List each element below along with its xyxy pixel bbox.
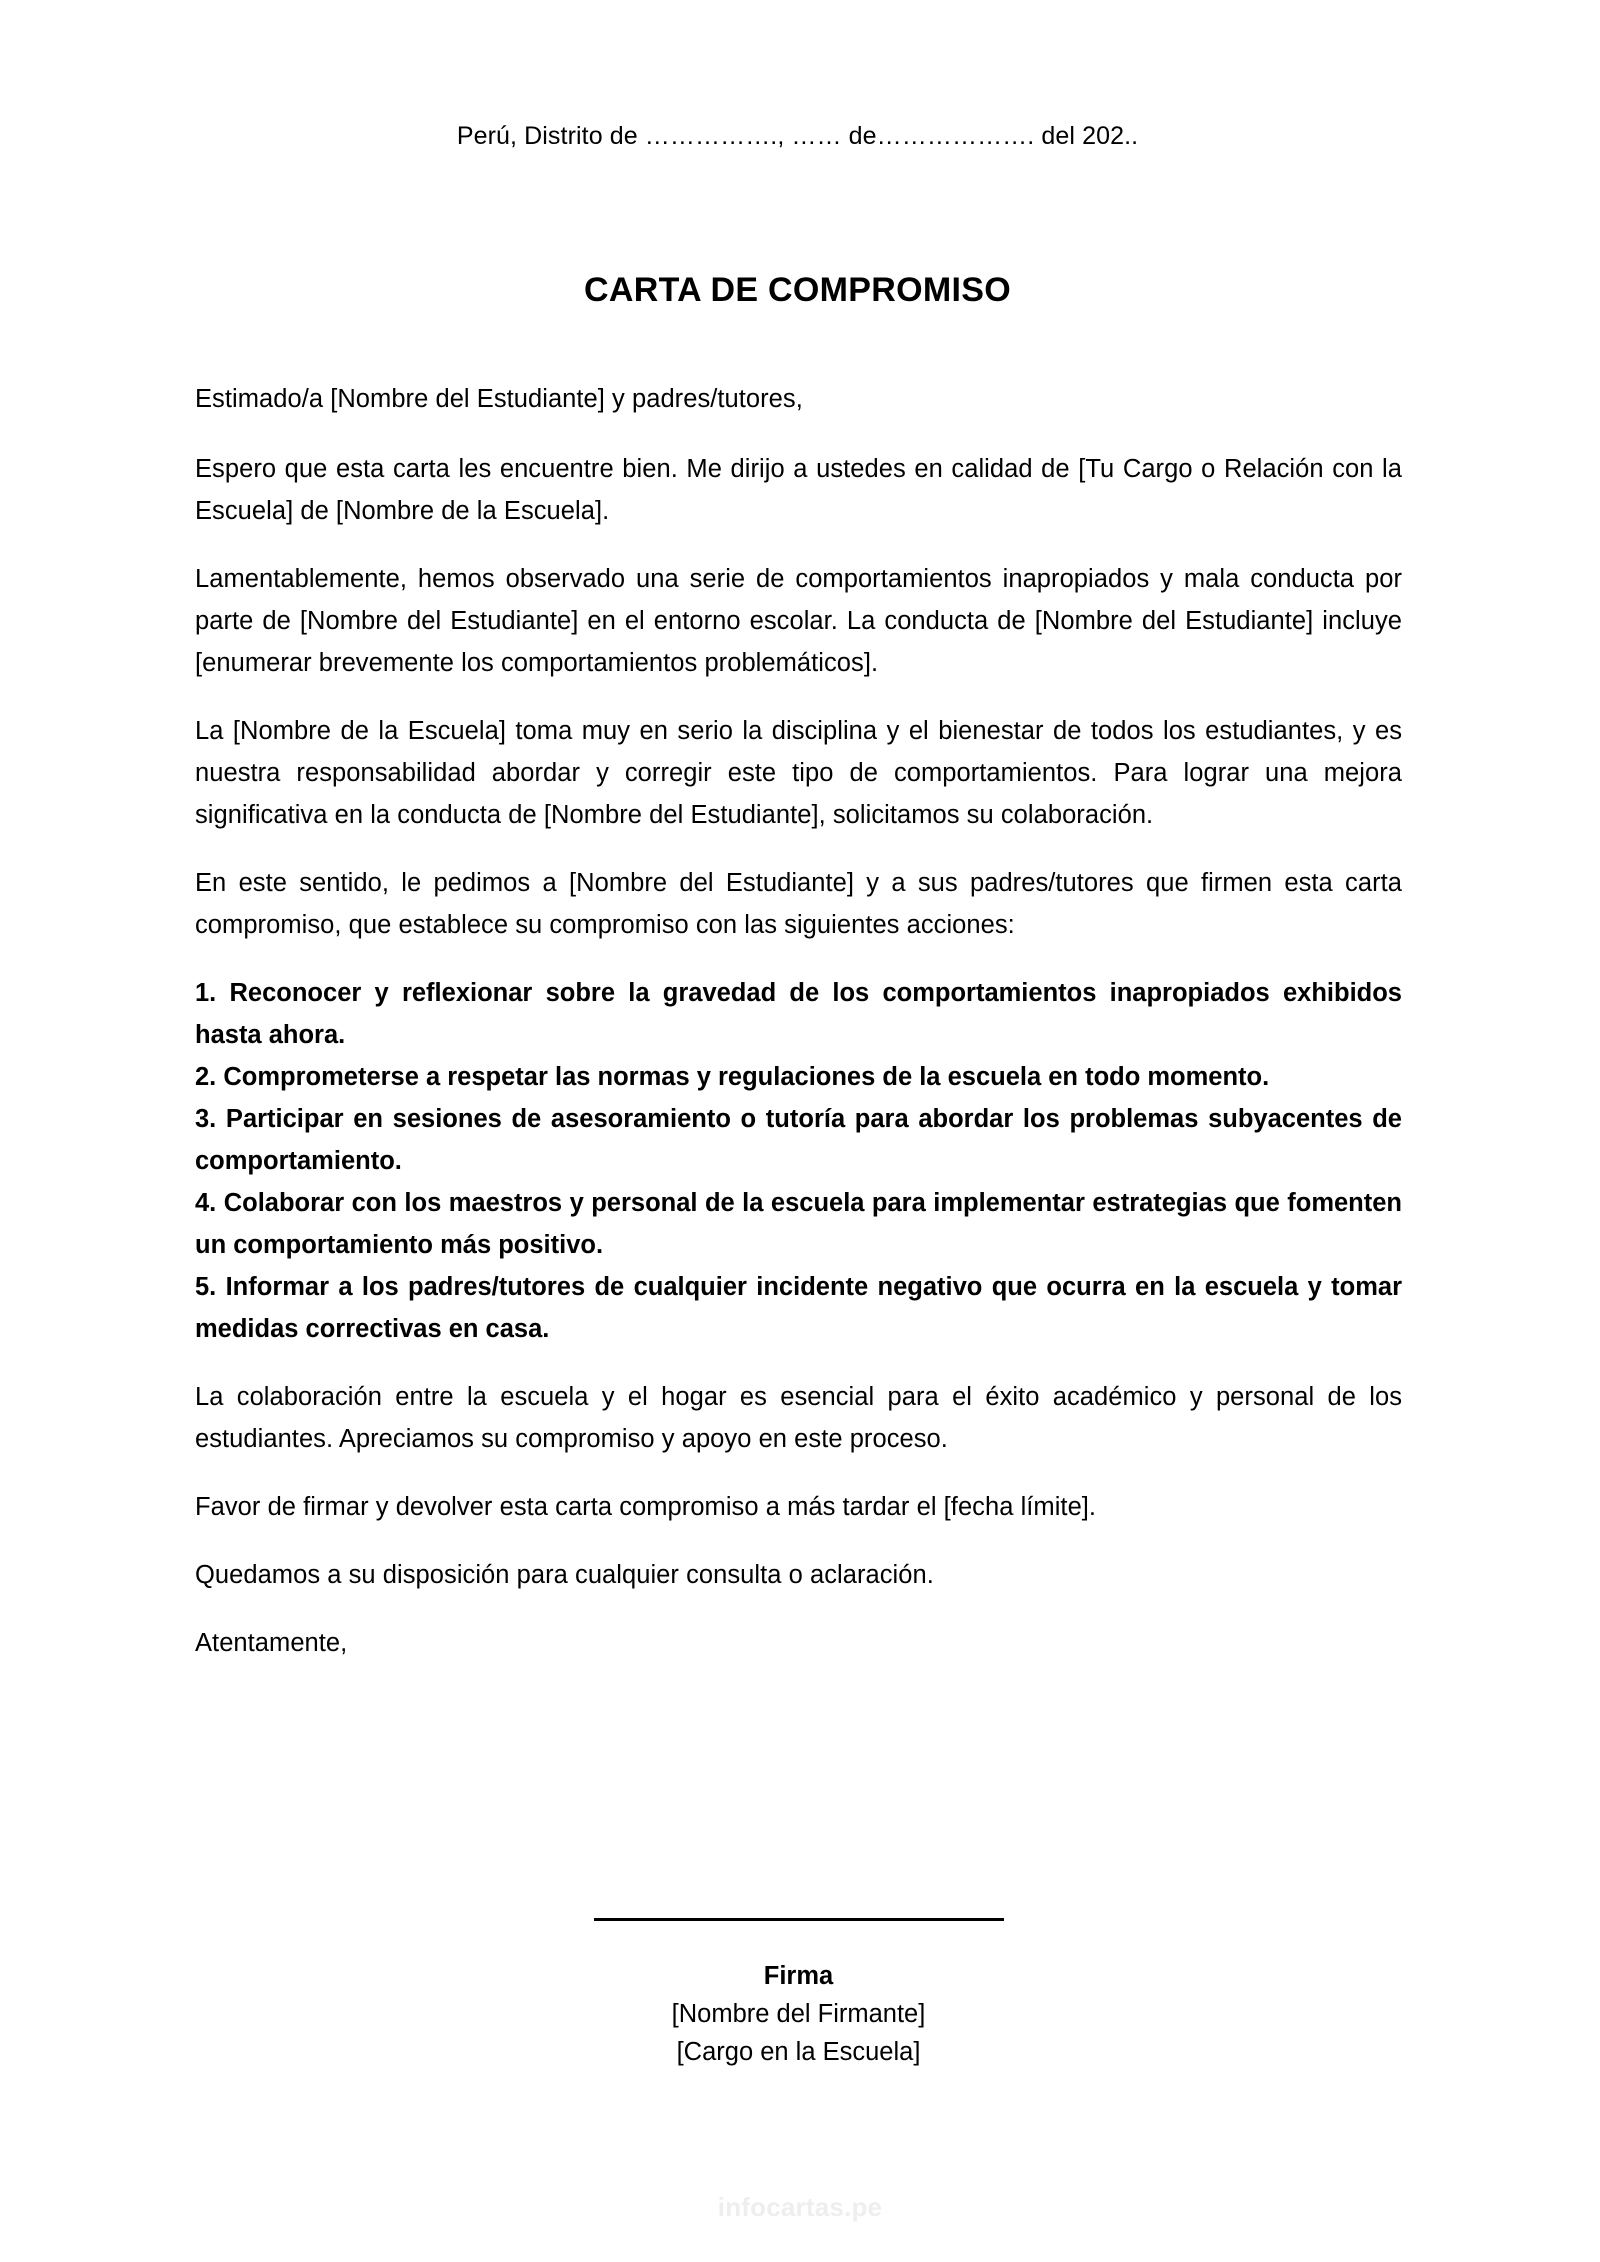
action-item-1: 1. Reconocer y reflexionar sobre la gravedad de los comportamientos inapropiados exhibidos hasta ahora. — [195, 979, 1402, 1049]
policy-paragraph: La [Nombre de la Escuela] toma muy en serio la disciplina y el bienestar de todos los estudiantes, y es nuestra responsabilidad abordar y corregir este tipo de comportamientos. Para lograr una mejora significativa en la conducta de [Nombre del Estudiante], solicitamos su colaboración. — [195, 717, 1402, 829]
signature-block — [195, 1918, 1402, 2071]
collaboration-paragraph: La colaboración entre la escuela y el hogar es esencial para el éxito académico y personal de los estudiantes. Apreciamos su compromiso y apoyo en este proceso. — [195, 1383, 1402, 1453]
signer-role: [Cargo en la Escuela] — [676, 2038, 921, 2066]
action-item-3: 3. Participar en sesiones de asesoramiento o tutoría para abordar los problemas subyacentes de comportamiento. — [195, 1105, 1402, 1175]
salutation-paragraph: Estimado/a [Nombre del Estudiante] y padres/tutores, — [195, 385, 803, 413]
letter-body — [195, 378, 1402, 1664]
site-watermark: infocartas.pe — [717, 2192, 883, 2222]
deadline-paragraph: Favor de firmar y devolver esta carta compromiso a más tardar el [fecha límite]. — [195, 1493, 1097, 1521]
request-paragraph: En este sentido, le pedimos a [Nombre del Estudiante] y a sus padres/tutores que firmen esta carta compromiso, que establece su compromiso con las siguientes acciones: — [195, 869, 1402, 939]
valediction: Atentamente, — [195, 1629, 348, 1657]
signature-line — [594, 1918, 1004, 1921]
issue-paragraph: Lamentablemente, hemos observado una serie de comportamientos inapropiados y mala conducta por parte de [Nombre del Estudiante] en el entorno escolar. La conducta de [Nombre del Estudiante] incluye [enumerar brevemente los comportamientos problemáticos]. — [195, 565, 1402, 677]
commitment-action-list — [195, 972, 1402, 1350]
action-item-5: 5. Informar a los padres/tutores de cualquier incidente negativo que ocurra en la escuela y tomar medidas correctivas en casa. — [195, 1273, 1402, 1343]
intro-paragraph: Espero que esta carta les encuentre bien. Me dirijo a ustedes en calidad de [Tu Cargo o Relación con la Escuela] de [Nombre de la Escuela]. — [195, 455, 1402, 525]
action-item-2: 2. Comprometerse a respetar las normas y regulaciones de la escuela en todo momento. — [195, 1063, 1270, 1091]
availability-paragraph: Quedamos a su disposición para cualquier consulta o aclaración. — [195, 1561, 934, 1589]
signer-name: [Nombre del Firmante] — [671, 2000, 926, 2028]
date-location-line: Perú, Distrito de ……………., …… de………………. del 202.. — [456, 122, 1139, 150]
action-item-4: 4. Colaborar con los maestros y personal de la escuela para implementar estrategias que fomenten un comportamiento más positivo. — [195, 1189, 1402, 1259]
page-title: CARTA DE COMPROMISO — [584, 270, 1011, 309]
signature-label: Firma — [763, 1962, 834, 1990]
